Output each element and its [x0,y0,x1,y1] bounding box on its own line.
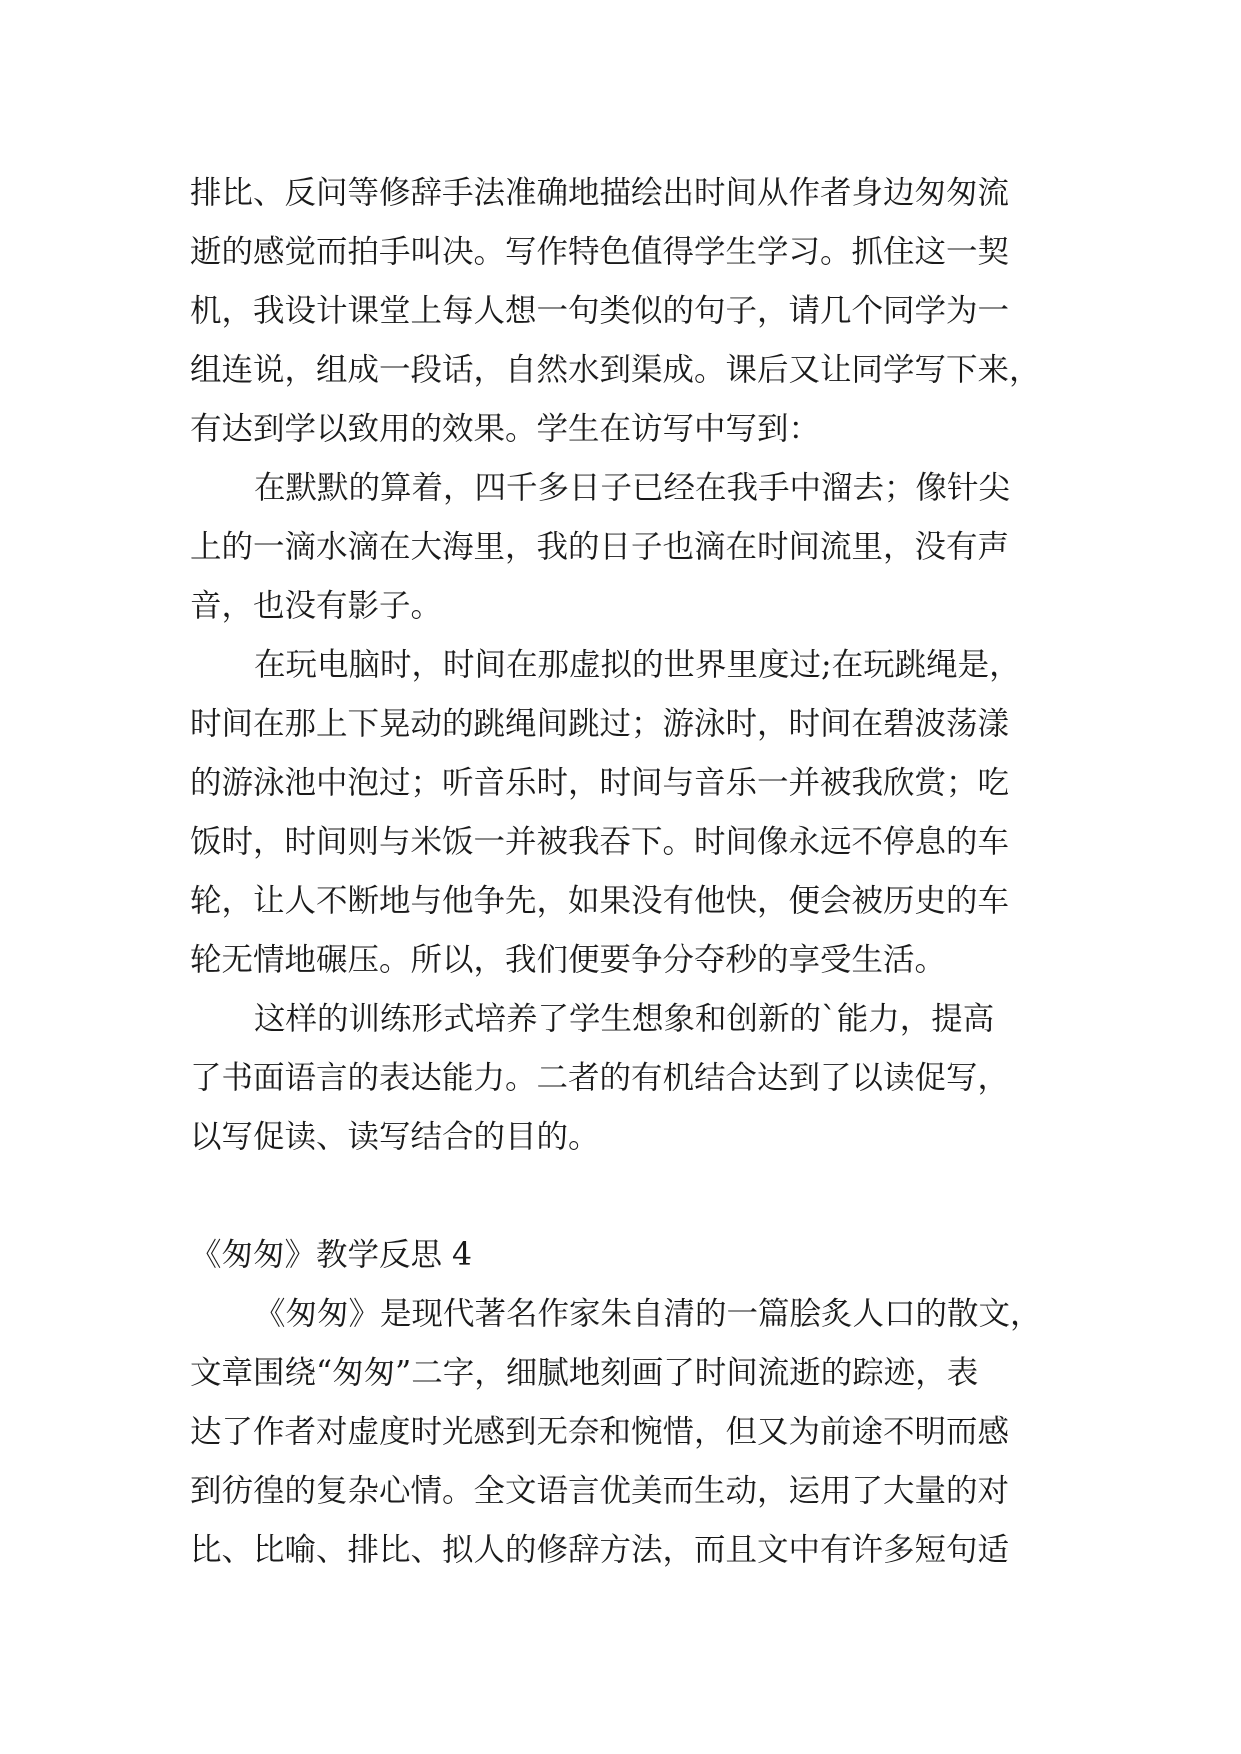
text-line: 达了作者对虚度时光感到无奈和惋惜，但又为前途不明而感 [190,1414,1010,1450]
text-line: 文章围绕“匆匆”二字，细腻地刻画了时间流逝的踪迹，表 [190,1355,979,1391]
text-line: 在默默的算着，四千多日子已经在我手中溜去；像针尖 [254,470,1011,506]
text-line: 组连说，组成一段话，自然水到渠成。课后又让同学写下来， [190,352,1041,388]
text-line: 有达到学以致用的效果。学生在访写中写到： [190,411,821,447]
paragraph-5 [190,1285,1070,1580]
blank-line [190,1167,1070,1226]
text-line: 饭时，时间则与米饭一并被我吞下。时间像永远不停息的车 [190,824,1010,860]
text-line: 在玩电脑时，时间在那虚拟的世界里度过;在玩跳绳是， [254,647,1021,683]
section-heading: 《匆匆》教学反思 4 [190,1237,473,1273]
paragraph-1 [190,164,1070,459]
text-line: 轮，让人不断地与他争先，如果没有他快，便会被历史的车 [190,883,1010,919]
text-line: 《匆匆》是现代著名作家朱自清的一篇脍炙人口的散文， [254,1296,1042,1332]
text-line: 轮无情地碾压。所以，我们便要争分夺秒的享受生活。 [190,942,947,978]
text-line: 的游泳池中泡过；听音乐时，时间与音乐一并被我欣赏；吃 [190,765,1010,801]
text-line: 了书面语言的表达能力。二者的有机结合达到了以读促写， [190,1060,1010,1096]
text-line: 这样的训练形式培养了学生想象和创新的`能力，提高 [254,1001,995,1037]
text-line: 机，我设计课堂上每人想一句类似的句子，请几个同学为一 [190,293,1010,329]
text-line: 逝的感觉而拍手叫决。写作特色值得学生学习。抓住这一契 [190,234,1010,270]
paragraph-4 [190,990,1070,1167]
text-line: 音，也没有影子。 [190,588,443,624]
paragraph-2 [190,459,1070,636]
text-line: 时间在那上下晃动的跳绳间跳过；游泳时，时间在碧波荡漾 [190,706,1010,742]
text-line: 以写促读、读写结合的目的。 [190,1119,600,1155]
document-body [190,164,1070,1580]
text-line: 上的一滴水滴在大海里，我的日子也滴在时间流里，没有声 [190,529,1010,565]
text-line: 到彷徨的复杂心情。全文语言优美而生动，运用了大量的对 [190,1473,1010,1509]
text-line: 排比、反问等修辞手法准确地描绘出时间从作者身边匆匆流 [190,175,1010,211]
text-line: 比、比喻、排比、拟人的修辞方法，而且文中有许多短句适 [190,1532,1010,1568]
paragraph-3 [190,636,1070,990]
